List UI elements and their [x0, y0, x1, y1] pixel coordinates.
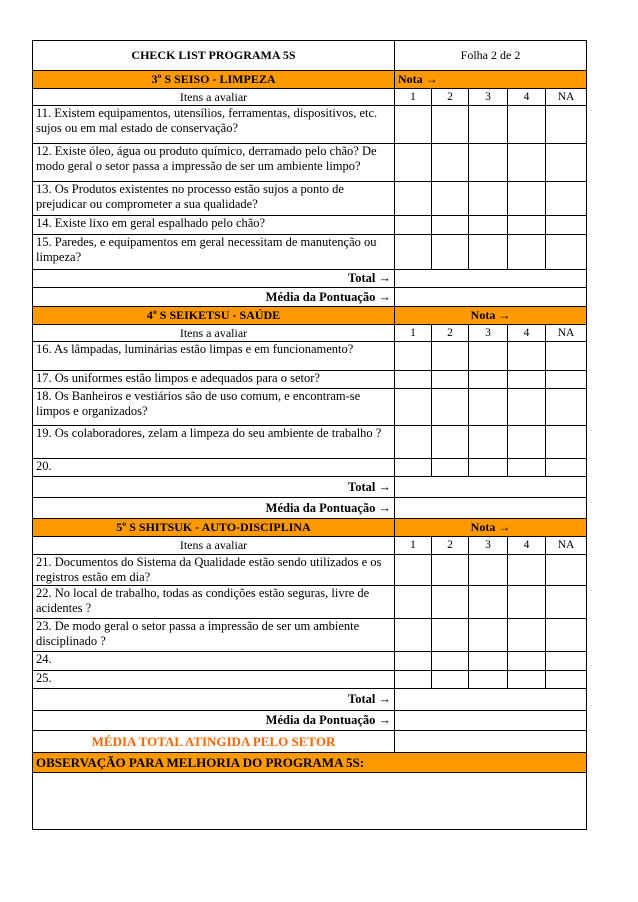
- score-header: NA: [546, 89, 587, 106]
- checklist-item-row: [33, 426, 587, 459]
- checklist-item-row: [33, 671, 587, 689]
- score-header: NA: [546, 537, 587, 555]
- score-cell[interactable]: [395, 235, 432, 270]
- score-cell[interactable]: [432, 235, 469, 270]
- items-header-row: [33, 89, 587, 106]
- score-cell[interactable]: [469, 619, 508, 652]
- total-label: Total →: [33, 689, 395, 711]
- score-header: 4: [508, 325, 546, 342]
- checklist-item: 11. Existem equipamentos, utensílios, ferramentas, dispositivos, etc. sujos ou em mal estado de conservação?: [33, 106, 395, 144]
- media-row: [33, 288, 587, 307]
- checklist-item-row: [33, 586, 587, 619]
- score-header: 3: [469, 89, 508, 106]
- score-cell[interactable]: [546, 586, 587, 619]
- score-cell[interactable]: [395, 371, 432, 389]
- score-cell[interactable]: [508, 652, 546, 671]
- score-cell[interactable]: [395, 586, 432, 619]
- score-cell[interactable]: [469, 235, 508, 270]
- score-cell[interactable]: [432, 586, 469, 619]
- score-cell[interactable]: [546, 426, 587, 459]
- score-cell[interactable]: [508, 555, 546, 586]
- total-row: [33, 477, 587, 498]
- media-value-cell[interactable]: [395, 711, 587, 731]
- score-cell[interactable]: [469, 652, 508, 671]
- items-header-row: [33, 537, 587, 555]
- checklist-item: 23. De modo geral o setor passa a impressão de ser um ambiente disciplinado ?: [33, 619, 395, 652]
- score-cell[interactable]: [395, 216, 432, 235]
- score-cell[interactable]: [432, 426, 469, 459]
- score-cell[interactable]: [546, 144, 587, 182]
- checklist-item-row: [33, 389, 587, 426]
- checklist-item-row: [33, 182, 587, 216]
- score-cell[interactable]: [546, 619, 587, 652]
- score-cell[interactable]: [395, 106, 432, 144]
- total-label: Total →: [33, 270, 395, 288]
- items-header: Itens a avaliar: [33, 325, 395, 342]
- nota-label: Nota →: [395, 307, 587, 325]
- score-cell[interactable]: [508, 389, 546, 426]
- checklist-item-row: [33, 619, 587, 652]
- score-cell[interactable]: [546, 106, 587, 144]
- media-total-row: [33, 731, 587, 753]
- checklist-item-row: [33, 235, 587, 270]
- score-cell[interactable]: [395, 555, 432, 586]
- section-title-row: [33, 307, 587, 325]
- score-cell[interactable]: [508, 459, 546, 477]
- score-cell[interactable]: [546, 342, 587, 371]
- score-cell[interactable]: [432, 371, 469, 389]
- media-label: Média da Pontuação →: [33, 711, 395, 731]
- header-row: [33, 41, 587, 71]
- score-cell[interactable]: [546, 216, 587, 235]
- checklist-item: 20.: [33, 459, 395, 477]
- score-cell[interactable]: [546, 235, 587, 270]
- score-cell[interactable]: [508, 144, 546, 182]
- score-cell[interactable]: [546, 671, 587, 689]
- score-cell[interactable]: [395, 619, 432, 652]
- score-cell[interactable]: [432, 555, 469, 586]
- score-cell[interactable]: [508, 235, 546, 270]
- checklist-item-row: [33, 106, 587, 144]
- nota-label: Nota →: [395, 71, 587, 89]
- score-cell[interactable]: [395, 182, 432, 216]
- score-cell[interactable]: [432, 342, 469, 371]
- score-header: 3: [469, 537, 508, 555]
- score-cell[interactable]: [508, 106, 546, 144]
- checklist-item: 17. Os uniformes estão limpos e adequados para o setor?: [33, 371, 395, 389]
- score-cell[interactable]: [395, 426, 432, 459]
- score-cell[interactable]: [432, 144, 469, 182]
- score-cell[interactable]: [508, 426, 546, 459]
- score-header: 2: [432, 89, 469, 106]
- score-cell[interactable]: [546, 555, 587, 586]
- total-value-cell[interactable]: [395, 689, 587, 711]
- score-cell[interactable]: [432, 619, 469, 652]
- checklist-item: 24.: [33, 652, 395, 671]
- score-cell[interactable]: [469, 426, 508, 459]
- checklist-item: 16. As lâmpadas, luminárias estão limpas e em funcionamento?: [33, 342, 395, 371]
- score-header: 1: [395, 325, 432, 342]
- media-row: [33, 498, 587, 519]
- checklist-item: 21. Documentos do Sistema da Qualidade estão sendo utilizados e os registros estão em dia?: [33, 555, 395, 586]
- score-cell[interactable]: [432, 671, 469, 689]
- score-cell[interactable]: [469, 144, 508, 182]
- score-cell[interactable]: [395, 389, 432, 426]
- checklist-item: 13. Os Produtos existentes no processo estão sujos a ponto de prejudicar ou comprometer a sua qualidade?: [33, 182, 395, 216]
- score-cell[interactable]: [469, 106, 508, 144]
- score-cell[interactable]: [432, 182, 469, 216]
- checklist-item: 15. Paredes, e equipamentos em geral necessitam de manutenção ou limpeza?: [33, 235, 395, 270]
- media-label: Média da Pontuação →: [33, 498, 395, 519]
- score-cell[interactable]: [432, 216, 469, 235]
- checklist-item-row: [33, 216, 587, 235]
- score-cell[interactable]: [432, 652, 469, 671]
- score-header: 3: [469, 325, 508, 342]
- checklist-table: [32, 40, 587, 830]
- score-cell[interactable]: [508, 671, 546, 689]
- media-value-cell[interactable]: [395, 288, 587, 307]
- score-cell[interactable]: [395, 459, 432, 477]
- media-value-cell[interactable]: [395, 498, 587, 519]
- section-title-row: [33, 71, 587, 89]
- score-cell[interactable]: [508, 342, 546, 371]
- observation-header-row: [33, 753, 587, 773]
- score-cell[interactable]: [508, 216, 546, 235]
- section-title-row: [33, 519, 587, 537]
- checklist-item-row: [33, 652, 587, 671]
- total-row: [33, 689, 587, 711]
- score-cell[interactable]: [469, 342, 508, 371]
- score-cell[interactable]: [469, 182, 508, 216]
- score-cell[interactable]: [432, 459, 469, 477]
- section-title: 3º S SEISO - LIMPEZA: [33, 71, 395, 89]
- nota-label: Nota →: [395, 519, 587, 537]
- score-cell[interactable]: [469, 671, 508, 689]
- total-label: Total →: [33, 477, 395, 498]
- checklist-item: 22. No local de trabalho, todas as condições estão seguras, livre de acidentes ?: [33, 586, 395, 619]
- observation-area-row: [33, 773, 587, 830]
- score-cell[interactable]: [546, 371, 587, 389]
- score-cell[interactable]: [469, 555, 508, 586]
- page-title: CHECK LIST PROGRAMA 5S: [33, 41, 395, 71]
- score-cell[interactable]: [395, 671, 432, 689]
- items-header-row: [33, 325, 587, 342]
- score-header: NA: [546, 325, 587, 342]
- checklist-item-row: [33, 459, 587, 477]
- section-title: 4º S SEIKETSU - SAÚDE: [33, 307, 395, 325]
- score-header: 4: [508, 537, 546, 555]
- observation-area[interactable]: [33, 773, 587, 830]
- score-cell[interactable]: [469, 371, 508, 389]
- score-cell[interactable]: [508, 586, 546, 619]
- score-cell[interactable]: [508, 619, 546, 652]
- score-cell[interactable]: [469, 389, 508, 426]
- score-cell[interactable]: [508, 371, 546, 389]
- score-cell[interactable]: [432, 389, 469, 426]
- score-header: 2: [432, 325, 469, 342]
- score-cell[interactable]: [395, 342, 432, 371]
- score-cell[interactable]: [469, 216, 508, 235]
- score-cell[interactable]: [395, 652, 432, 671]
- media-label: Média da Pontuação →: [33, 288, 395, 307]
- score-header: 1: [395, 537, 432, 555]
- checklist-item-row: [33, 342, 587, 371]
- checklist-item-row: [33, 144, 587, 182]
- media-total-label: MÉDIA TOTAL ATINGIDA PELO SETOR: [33, 731, 395, 753]
- items-header: Itens a avaliar: [33, 89, 395, 106]
- score-cell[interactable]: [546, 389, 587, 426]
- score-cell[interactable]: [546, 182, 587, 216]
- score-header: 4: [508, 89, 546, 106]
- checklist-item: 25.: [33, 671, 395, 689]
- total-value-cell[interactable]: [395, 270, 587, 288]
- section-title: 5º S SHITSUK - AUTO-DISCIPLINA: [33, 519, 395, 537]
- score-header: 1: [395, 89, 432, 106]
- checklist-item: 18. Os Banheiros e vestiários são de uso comum, e encontram-se limpos e organizados?: [33, 389, 395, 426]
- checklist-item-row: [33, 371, 587, 389]
- score-cell[interactable]: [469, 586, 508, 619]
- total-row: [33, 270, 587, 288]
- media-total-value-cell[interactable]: [395, 731, 587, 753]
- observation-title: OBSERVAÇÃO PARA MELHORIA DO PROGRAMA 5S:: [33, 753, 587, 773]
- score-cell[interactable]: [508, 182, 546, 216]
- checklist-item-row: [33, 555, 587, 586]
- score-cell[interactable]: [546, 459, 587, 477]
- items-header: Itens a avaliar: [33, 537, 395, 555]
- checklist-item: 12. Existe óleo, água ou produto químico, derramado pelo chão? De modo geral o setor passa a impressão de ser um ambiente limpo?: [33, 144, 395, 182]
- score-cell[interactable]: [546, 652, 587, 671]
- total-value-cell[interactable]: [395, 477, 587, 498]
- score-header: 2: [432, 537, 469, 555]
- checklist-sheet: [32, 40, 586, 830]
- checklist-item: 14. Existe lixo em geral espalhado pelo chão?: [33, 216, 395, 235]
- score-cell[interactable]: [395, 144, 432, 182]
- checklist-item: 19. Os colaboradores, zelam a limpeza do seu ambiente de trabalho ?: [33, 426, 395, 459]
- score-cell[interactable]: [469, 459, 508, 477]
- media-row: [33, 711, 587, 731]
- sheet-number: Folha 2 de 2: [395, 41, 587, 71]
- score-cell[interactable]: [432, 106, 469, 144]
